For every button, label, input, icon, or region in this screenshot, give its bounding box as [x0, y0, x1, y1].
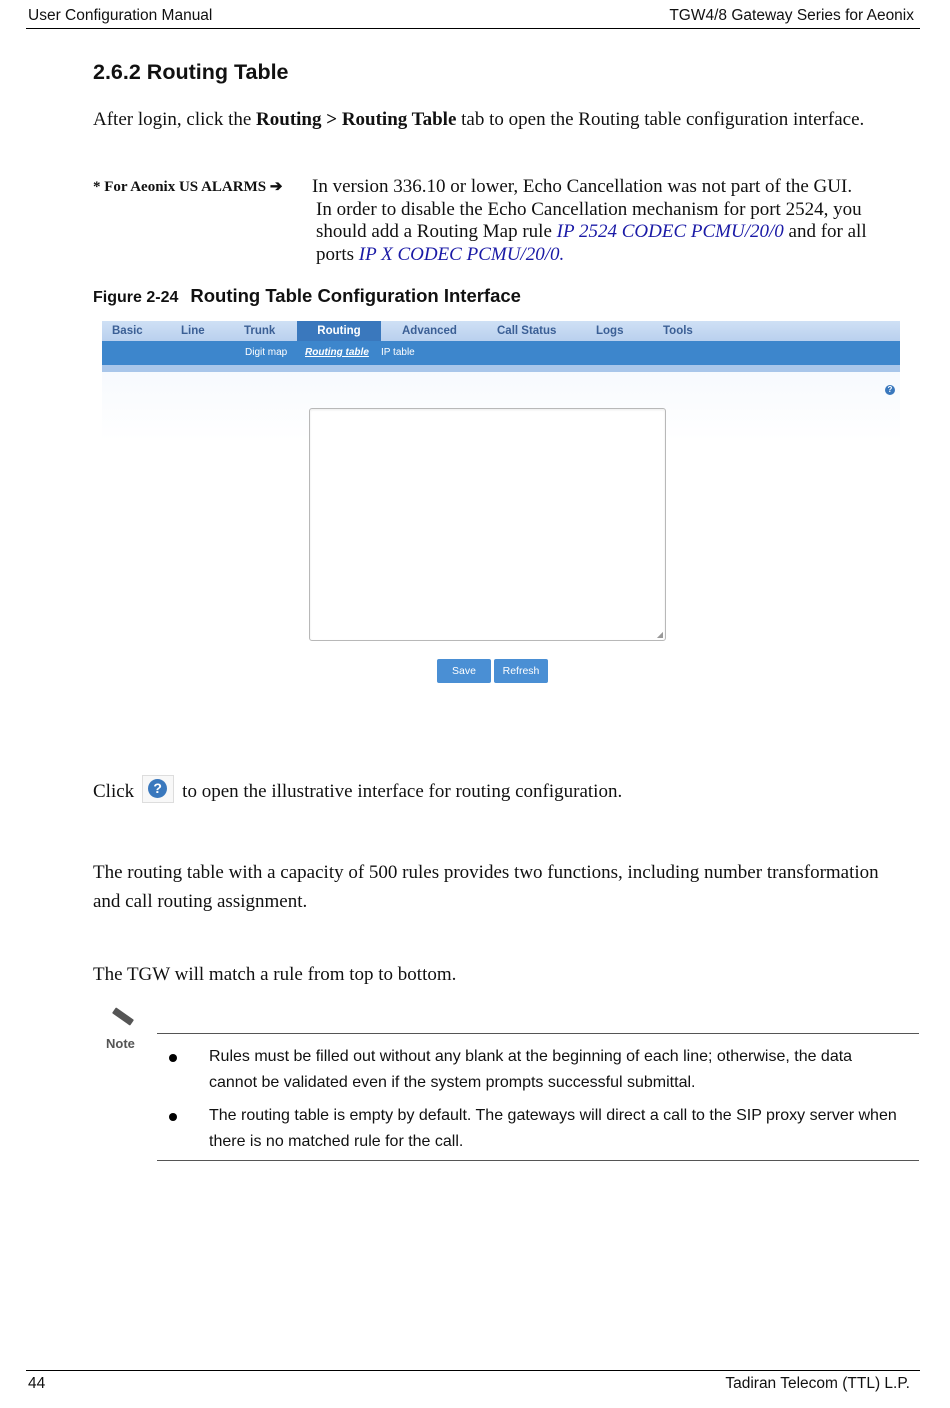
help-instruction-paragraph: [93, 775, 905, 806]
tab-logs[interactable]: Logs: [596, 325, 624, 337]
intro-paragraph: [93, 105, 905, 134]
bullet-icon: [169, 1113, 177, 1121]
help-icon[interactable]: ?: [885, 385, 895, 395]
click-text: Click: [93, 781, 135, 802]
alarm-note-body: [312, 176, 902, 266]
sub-menu-divider: [102, 365, 900, 372]
tab-basic[interactable]: Basic: [112, 325, 143, 337]
note-item: Rules must be filled out without any blank at the beginning of each line; otherwise, the data cannot be validated even if the system prompts successful submittal.: [209, 1048, 853, 1091]
intro-text-end: tab to open the Routing table configuration interface.: [456, 109, 865, 130]
note-box: [157, 1033, 919, 1161]
save-button[interactable]: Save: [437, 659, 491, 683]
intro-text: After login, click the: [93, 109, 257, 130]
bullet-icon: [169, 1054, 177, 1062]
figure-title: Routing Table Configuration Interface: [190, 285, 521, 306]
tab-tools[interactable]: Tools: [663, 325, 693, 337]
alarm-line-4: [312, 244, 902, 267]
sub-menu-bar: [102, 341, 900, 365]
intro-menu-path: Routing > Routing Table: [256, 109, 457, 130]
figure-caption: [93, 285, 521, 307]
rule-all-ports: IP X CODEC PCMU/20/0: [358, 243, 560, 265]
arrow-icon: ➔: [269, 179, 283, 195]
note-icon: [104, 1011, 138, 1053]
running-footer: [26, 1370, 920, 1392]
note-item: The routing table is empty by default. The gateways will direct a call to the SIP proxy server when there is no matched rule for the call.: [209, 1107, 897, 1150]
alarm-line-4-text: ports: [316, 243, 359, 265]
section-title: 2.6.2 Routing Table: [93, 60, 289, 84]
inline-help-icon: [142, 775, 174, 803]
page-number: 44: [28, 1375, 46, 1392]
running-header: [26, 6, 920, 29]
question-icon: ?: [148, 779, 167, 798]
match-paragraph: The TGW will match a rule from top to bottom.: [93, 964, 457, 985]
rule-port-2524: IP 2524 CODEC PCMU/20/0: [556, 221, 784, 242]
alarm-line-3-end: and for all: [783, 221, 867, 242]
tab-advanced[interactable]: Advanced: [402, 325, 457, 337]
alarm-label-text: * For Aeonix US ALARMS: [93, 179, 267, 195]
alarm-note-label: [93, 177, 282, 196]
routing-rules-textarea[interactable]: [309, 408, 666, 641]
tab-call-status[interactable]: Call Status: [497, 325, 557, 337]
product-title: TGW4/8 Gateway Series for Aeonix: [669, 7, 914, 24]
main-menu-bar: [102, 321, 900, 341]
capacity-paragraph: The routing table with a capacity of 500 rules provides two functions, including number transformation and call routing assignment.: [93, 862, 879, 912]
alarm-line-3: [312, 221, 902, 244]
pencil-icon: [112, 1007, 134, 1025]
figure-number: Figure 2-24: [93, 289, 179, 306]
note-label: Note: [106, 1036, 135, 1051]
click-text-end: to open the illustrative interface for routing configuration.: [182, 781, 623, 802]
refresh-button[interactable]: Refresh: [494, 659, 548, 683]
subtab-routing-table[interactable]: Routing table: [305, 347, 369, 358]
resize-handle-icon[interactable]: ◢: [656, 630, 663, 639]
alarm-line-1: In version 336.10 or lower, Echo Cancellation was not part of the GUI.: [312, 176, 853, 197]
subtab-ip-table[interactable]: IP table: [381, 347, 415, 358]
alarm-line-4-end: .: [559, 243, 565, 265]
routing-table-screenshot: [102, 321, 900, 687]
alarm-line-3-text: should add a Routing Map rule: [316, 221, 557, 242]
tab-routing[interactable]: Routing: [297, 321, 381, 341]
company-name: Tadiran Telecom (TTL) L.P.: [725, 1375, 910, 1392]
alarm-line-2: In order to disable the Echo Cancellation mechanism for port 2524, you: [316, 198, 862, 220]
tab-line[interactable]: Line: [181, 325, 205, 337]
subtab-digit-map[interactable]: Digit map: [245, 347, 288, 358]
tab-trunk[interactable]: Trunk: [244, 325, 276, 337]
manual-title: User Configuration Manual: [28, 7, 213, 24]
